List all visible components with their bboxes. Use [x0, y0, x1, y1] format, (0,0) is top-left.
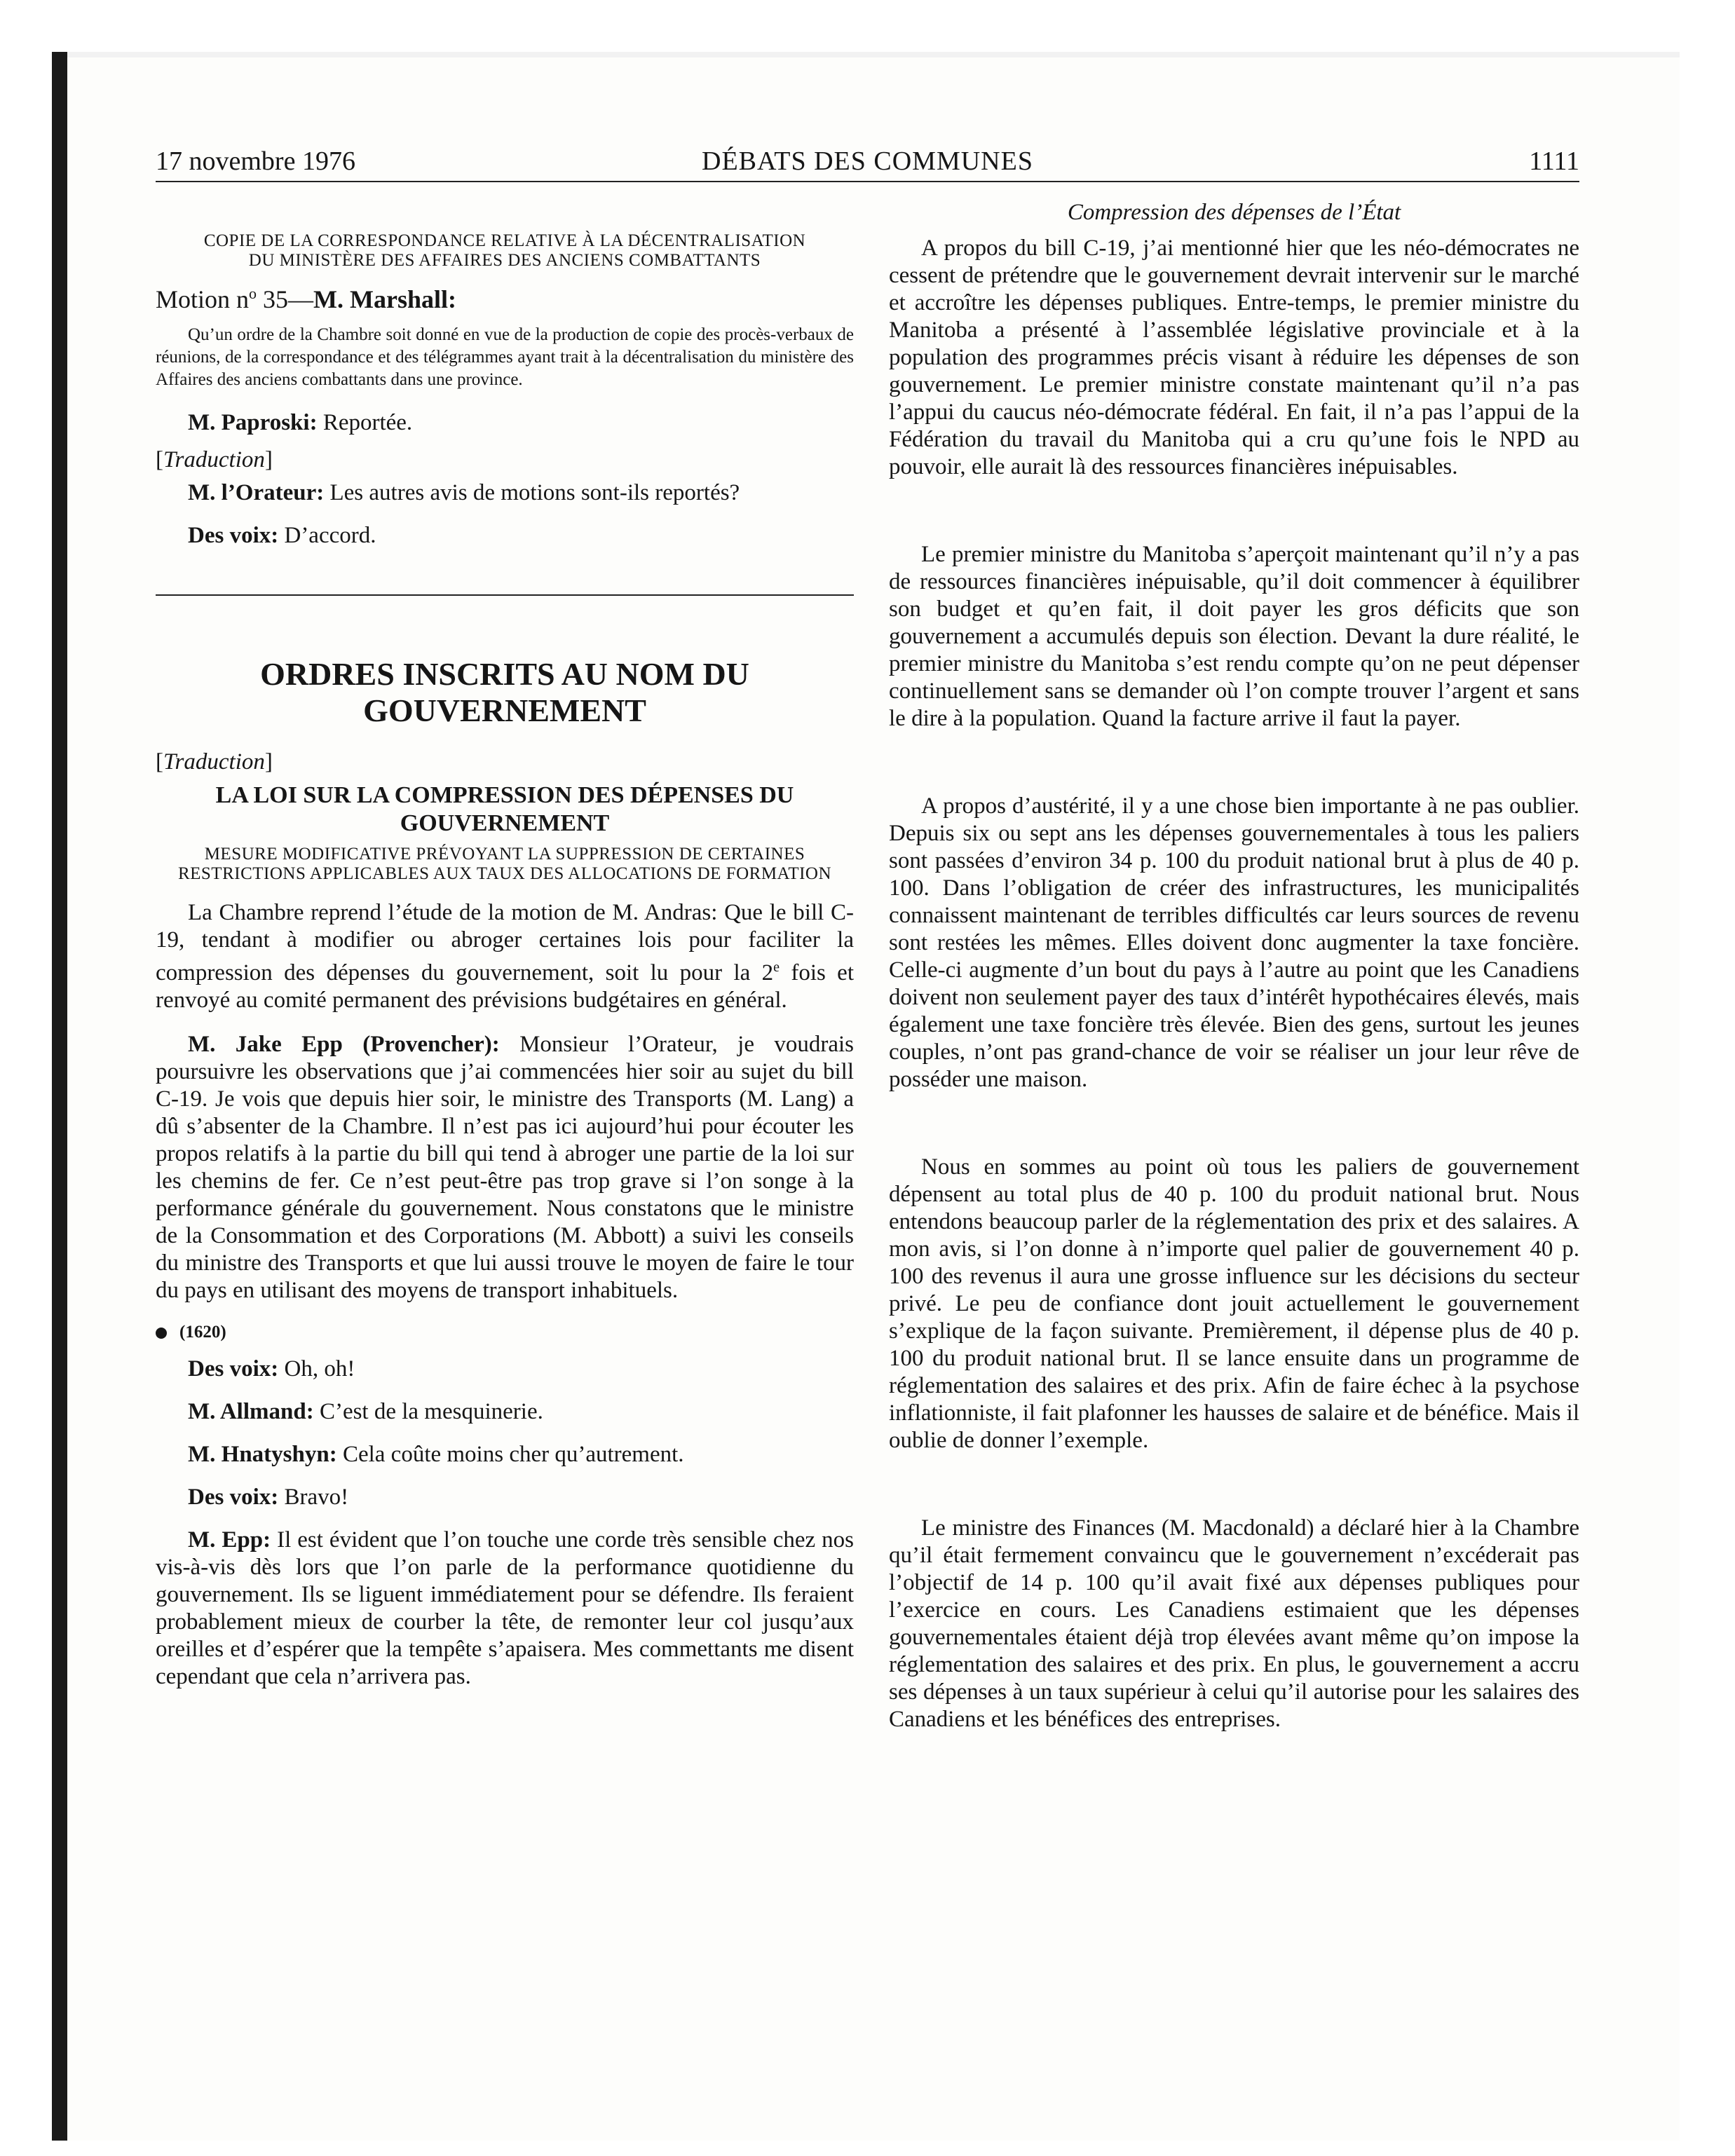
- scan-shadow-bar: [52, 52, 67, 2141]
- correspondence-title: COPIE DE LA CORRESPONDANCE RELATIVE À LA DÉCENTRALISATION DU MINISTÈRE DES AFFAIRES DES ANCIENS COMBATTANTS: [203, 231, 806, 270]
- translation-note-1: [Traduction]: [156, 447, 273, 472]
- header-page-number: 1111: [1529, 146, 1579, 176]
- time-marker: (1620): [156, 1318, 854, 1346]
- speech-epp-2: M. Epp: Il est évident que l’on touche une corde très sensible chez nos vis-à-vis dès lors que l’on parle de la performance quotidienne du gouvernement. Ils se liguent immédiatement pour se défendre. Ils feraient probablement mieux de courber la tête, de remonter leur col jusqu’aux oreilles et d’espérer que la tempête s’apaisera. Mes commettants me disent cependant que cela n’arrivera pas.: [156, 1527, 854, 1689]
- speech-des-voix-2: Des voix: Oh, oh!: [188, 1356, 355, 1381]
- orders-heading: ORDRES INSCRITS AU NOM DU GOUVERNEMENT: [260, 656, 749, 728]
- right-section-heading: Compression des dépenses de l’État: [1067, 200, 1401, 225]
- scan-margin-top: [0, 0, 1735, 52]
- header-title: DÉBATS DES COMMUNES: [702, 146, 1033, 176]
- scan-top-strip: [67, 52, 1680, 57]
- bullet-dot-icon: [156, 1328, 167, 1339]
- right-paragraph-4: Nous en sommes au point où tous les paliers de gouvernement dépensent au total plus de 40 p. 100 du produit national brut. Nous entendons beaucoup parler de la réglementation des prix et des salaires. A mon avis, si l’on donne à n’importe quel palier de gouvernement 40 p. 100 des revenus il aura une grosse influence sur les décisions du secteur privé. Le peu de confiance dont jouit actuellement le gouvernement s’explique de la façon suivante. Premièrement, il dépense plus de 40 p. 100 du produit national brut. Il se lance ensuite dans un programme de réglementation des salaires et des prix. Afin de faire échec à la psychose inflationniste, il fait plafonner les hausses de salaire et de bénéfice. Mais il oublie de donner l’exemple.: [889, 1154, 1579, 1453]
- translation-note-2: [Traduction]: [156, 749, 273, 775]
- resume-paragraph: La Chambre reprend l’étude de la motion de M. Andras: Que le bill C-19, tendant à modifier ou abroger certaines lois pour faciliter la compression des dépenses du gouvernement, soit lu pour la 2e fois et renvoyé au comité permanent des prévisions budgétaires en général.: [156, 900, 854, 1013]
- speech-allmand: M. Allmand: C’est de la mesquinerie.: [188, 1399, 543, 1424]
- motion-heading: Motion $n^o$ 35—M. Marshall:: [156, 285, 456, 313]
- right-paragraph-2: Le premier ministre du Manitoba s’aperçoit maintenant qu’il n’y a pas de ressources financières inépuisable, qu’il doit commencer à équilibrer son budget et qu’en fait, il doit payer les gros déficits que son gouvernement a accumulés depuis son élection. Devant la dure réalité, le premier ministre du Manitoba s’est rendu compte qu’on ne peut dépenser continuellement sans se demander où l’on compte trouver l’argent et sans le dire à la population. Quand la facture arrive il faut la payer.: [889, 542, 1579, 731]
- speech-epp-1: M. Jake Epp (Provencher): Monsieur l’Orateur, je voudrais poursuivre les observations que j’ai commencées hier soir au sujet du bill C-19. Je vois que depuis hier soir, le ministre des Transports (M. Lang) a dû s’absenter de la Chambre. Il n’est pas ici aujourd’hui pour écouter les propos relatifs à la partie du bill qui tend à abroger une partie de la loi sur les chemins de fer. Ce n’est peut-être pas trop grave si l’on songe à la performance générale du gouvernement. Nous constatons que le ministre de la Consommation et des Corporations (M. Abbott) a suivi les conseils du ministre des Transports et que lui aussi trouve le moyen de faire le tour du pays en utilisant des moyens de transport inhabituels.: [156, 1032, 854, 1303]
- speech-hnatyshyn: M. Hnatyshyn: Cela coûte moins cher qu’autrement.: [188, 1442, 684, 1467]
- left-column: [156, 196, 854, 1691]
- motion-speaker: M. Marshall:: [313, 285, 456, 313]
- motion-text: Qu’un ordre de la Chambre soit donné en vue de la production de copie des procès-verbaux de réunions, de la correspondance et des télégrammes ayant trait à la décentralisation du ministère des Affaires des anciens combattants dans une province.: [156, 325, 854, 389]
- header-date: 17 novembre 1976: [156, 146, 355, 176]
- scan-margin-left: [0, 0, 52, 2156]
- right-paragraph-1: A propos du bill C-19, j’ai mentionné hier que les néo-démocrates ne cessent de prétendre que le gouvernement devrait intervenir sur le marché et accroître les dépenses publiques. Entre-temps, le premier ministre du Manitoba a présenté à l’assemblée législative provinciale et à la population des programmes précis visant à réduire les dépenses de son gouvernement. Le premier ministre constate maintenant qu’il n’a pas l’appui du caucus néo-démocrate fédéral. En fait, il n’a pas l’appui de la Fédération du travail du Manitoba qui a cru qu’une fois le NPD au pouvoir, elle aurait là des ressources financières inépuisables.: [889, 236, 1579, 479]
- measure-heading: MESURE MODIFICATIVE PRÉVOYANT LA SUPPRESSION DE CERTAINES RESTRICTIONS APPLICABLES AUX TAUX DES ALLOCATIONS DE FORMATION: [177, 845, 832, 883]
- speech-orateur: M. l’Orateur: Les autres avis de motions sont-ils reportés?: [188, 480, 740, 505]
- speech-des-voix-1: Des voix: D’accord.: [188, 523, 376, 548]
- right-column: [889, 196, 1579, 1733]
- right-paragraph-5: Le ministre des Finances (M. Macdonald) a déclaré hier à la Chambre qu’il était fermement convaincu que le gouvernement n’excéderait pas l’objectif de 14 p. 100 qu’il avait fixé aux dépenses publiques pour l’exercice en cours. Les Canadiens estimaient que les dépenses gouvernementales étaient déjà trop élevées avant même qu’on impose la réglementation des salaires et des prix. En plus, le gouvernement a accru ses dépenses à un taux supérieur à celui qu’il autorise pour les salaires des Canadiens et les bénéfices des entreprises.: [889, 1515, 1579, 1732]
- law-heading: LA LOI SUR LA COMPRESSION DES DÉPENSES DU GOUVERNEMENT: [215, 782, 794, 836]
- speech-paproski: M. Paproski: Reportée.: [188, 410, 413, 435]
- speech-des-voix-3: Des voix: Bravo!: [188, 1485, 349, 1510]
- right-paragraph-3: A propos d’austérité, il y a une chose bien importante à ne pas oublier. Depuis six ou sept ans les dépenses gouvernementales à tous les paliers sont passées d’environ 34 p. 100 du produit national brut à plus de 40 p. 100. Dans l’obligation de créer des infrastructures, les municipalités connaissent maintenant de terribles difficultés car leurs sources de revenu sont restées les mêmes. Elles doivent donc augmenter la taxe foncière. Celle-ci augmente d’un bout du pays à l’autre au point que les Canadiens doivent non seulement payer des taux d’intérêt hypothécaires élevés, mais également une taxe foncière très élevée. Bien des gens, surtout les jeunes couples, n’ont pas grand-chance de voir se réaliser un jour leur rêve de posséder une maison.: [889, 793, 1579, 1092]
- header-rule: [156, 181, 1579, 182]
